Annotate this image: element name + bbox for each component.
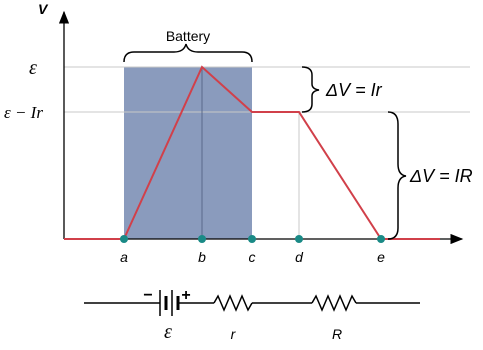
emf-level-label: ε (29, 57, 37, 79)
ir-drop-label: ΔV = Ir (326, 80, 382, 100)
battery-plus-sign: + (181, 287, 191, 304)
iR-drop-label: ΔV = IR (410, 166, 473, 186)
iR-drop-brace (388, 112, 406, 239)
point-e-label: e (377, 249, 385, 265)
point-a-label: a (120, 249, 128, 265)
point-c-label: c (248, 249, 256, 265)
point-c-marker (248, 235, 256, 243)
circuit-schematic (84, 290, 420, 316)
internal-resistor-r (214, 296, 252, 310)
internal-resistor-label: r (230, 326, 236, 342)
load-resistor-label: R (331, 326, 343, 342)
point-d-marker (295, 235, 303, 243)
point-a-marker (120, 235, 128, 243)
point-b-marker (198, 235, 206, 243)
load-resistor-R (312, 296, 356, 310)
battery-minus-sign: − (143, 287, 153, 304)
point-e-marker (377, 235, 385, 243)
y-axis-label: V (38, 1, 48, 17)
battery-region (124, 67, 252, 239)
battery-brace (124, 44, 252, 62)
battery-label: Battery (165, 28, 211, 44)
circuit-emf-label: ε (164, 321, 172, 343)
ir-drop-brace (302, 67, 319, 112)
point-b-label: b (198, 249, 206, 265)
emf-minus-ir-level-label: ε − Ir (4, 103, 43, 122)
point-d-label: d (295, 249, 303, 265)
